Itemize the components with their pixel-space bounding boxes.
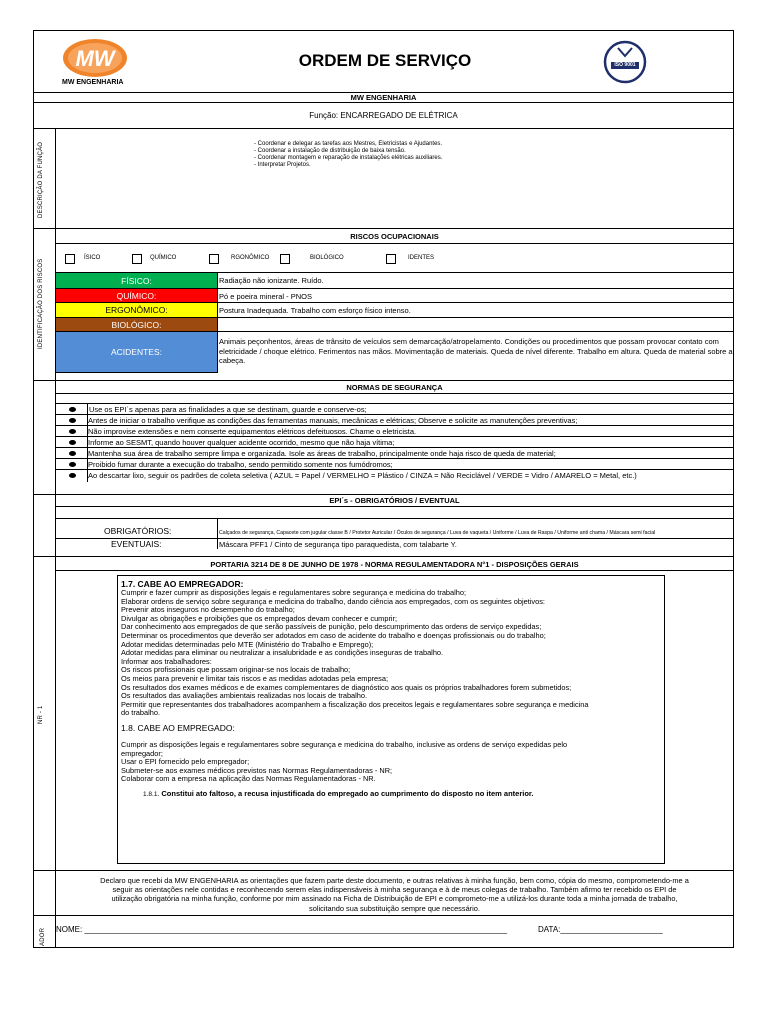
declaracao-line: Declaro que recebi da MW ENGENHARIA as orientações que fazem parte deste documento, e outras relativas à minha função, bem como, cópia do mesmo, comprometendo-me a: [100, 876, 689, 885]
risk-label-quimico: QUÍMICO:: [56, 289, 217, 303]
sec17-line: Os resultados dos exames médicos e de exames complementares de diagnóstico aos quais os próprios trabalhadores forem submetidos;: [121, 682, 572, 692]
risk-text-quimico: Pó e poeira mineral - PNOS: [219, 292, 312, 301]
risk-label-biologico: BIOLÓGICO:: [56, 318, 217, 332]
norma-item: Antes de iniciar o trabalho verifique as condições das ferramentas manuais, mecânicas e elétricas; Observe e solicite as manutenções preventivas;: [56, 415, 733, 426]
sec17-line: Cumprir e fazer cumprir as disposições legais e regulamentares sobre segurança e medicina do trabalho;: [121, 588, 467, 597]
descricao-line: - Coordenar e delegar as tarefas aos Mestres, Eletricistas e Ajudantes.: [254, 141, 443, 147]
sec18-line: empregador;: [121, 748, 163, 758]
sec17-title: 1.7. CABE AO EMPREGADOR:: [121, 579, 244, 589]
bullet-icon: [69, 418, 76, 423]
checkbox-quimico[interactable]: [132, 254, 142, 264]
svg-text:MW: MW: [75, 46, 115, 71]
nr1-side-label: NR - 1: [38, 705, 44, 724]
sec17-line: Elaborar ordens de serviço sobre segurança e medicina do trabalho, dando ciência aos empregados, com os seguintes objetivos:: [121, 596, 545, 606]
norma-item: Mantenha sua área de trabalho sempre limpa e organizada. Isole as áreas de trabalho, principalmente onde haja risco de queda de material;: [56, 448, 733, 459]
riscos-side-label: IDENTIFICAÇÃO DOS RISCOS: [38, 258, 44, 349]
mw-logo-icon: [60, 37, 130, 81]
norma-item: Proibido fumar durante a execução do trabalho, sendo permitido somente nos fumódromos;: [56, 459, 733, 470]
descricao-line: - Coordenar a instalação de distribuição de baixa tensão.: [254, 148, 406, 154]
sec17-line: Divulgar as obrigações e proibições que os empregados devam conhecer e cumprir;: [121, 613, 398, 623]
risk-text-fisico: Radiação não ionizante. Ruído.: [219, 276, 324, 285]
sec17-line: do trabalho.: [121, 708, 161, 718]
sec17-line: Informar aos trabalhadores:: [121, 656, 212, 666]
sec17-line: Determinar os procedimentos que deverão ser adotados em caso de acidente do trabalho e doenças profissionais ou do trabalho;: [121, 630, 546, 640]
sec17-line: Adotar medidas para eliminar ou neutralizar a insalubridade e as condições inseguras de trabalho.: [121, 648, 444, 658]
bullet-icon: [69, 451, 76, 456]
nome-field[interactable]: NOME: _______________________________________________________________________________________________: [56, 925, 508, 934]
nr1-text-box: [117, 575, 665, 864]
sec181-text: Constitui ato faltoso, a recusa injustificada do empregado ao cumprimento do disposto no item anterior.: [161, 788, 534, 798]
riscos-header: RISCOS OCUPACIONAIS: [350, 231, 439, 241]
checkbox-acidentes[interactable]: [386, 254, 396, 264]
sec181-number: 1.8.1.: [143, 790, 160, 798]
declaracao-line: utilização obrigatória na minha função, conforme por mim assinado na Ficha de Distribuição de EPI e comprometo-me a utilizá-los durante toda a minha jornada de trabalho,: [111, 894, 678, 904]
sec17-line: Permitir que representantes dos trabalhadores acompanhem a fiscalização dos preceitos legais e regulamentares sobre segurança e medicina: [121, 699, 589, 709]
declaracao-line: seguir as orientações nele contidas e reconhecendo serem elas indispensáveis à minha segurança e à de meus colegas de trabalho. Também afirmo ter recebido os EPI de: [112, 885, 677, 895]
risk-label-acidentes: ACIDENTES:: [56, 332, 217, 373]
bullet-icon: [69, 440, 76, 445]
norma-item: Ao descartar lixo, seguir os padrões de coleta seletiva ( AZUL = Papel / VERMELHO = Plástico / CINZA = Não Reciclável / VERDE = Vidro / AMARELO = Metal, etc.): [56, 470, 733, 481]
sec18-line: Colaborar com a empresa na aplicação das Normas Regulamentadoras - NR.: [121, 774, 376, 784]
norma-item: Não improvise extensões e nem conserte equipamentos elétricos defeituosos. Chame o eletricista.: [56, 426, 733, 437]
risk-label-ergonomico: ERGONÔMICO:: [56, 303, 217, 318]
bullet-icon: [69, 407, 76, 412]
bullet-icon: [69, 473, 76, 478]
checkbox-biologico[interactable]: [280, 254, 290, 264]
sec18-line: Submeter-se aos exames médicos previstos nas Normas Regulamentadoras - NR;: [121, 765, 393, 775]
sec17-line: Prevenir atos inseguros no desempenho do trabalho;: [121, 605, 295, 615]
checkbox-fisico[interactable]: [65, 254, 75, 264]
descricao-side-label: DESCRIÇÃO DA FUNÇÃO: [38, 141, 44, 218]
sec17-line: Os resultados das avaliações ambientais realizadas nos locais de trabalho.: [121, 691, 368, 701]
norma-item: Use os EPI´s apenas para as finalidades a que se destinam, guarde e conserve-os;: [56, 404, 733, 415]
checkbox-label: ÍSICO: [84, 255, 101, 261]
descricao-line: - Coordenar montagem e reparação de instalações elétricas auxiliares.: [254, 155, 443, 161]
declaracao-line: solicitando sua substituição sempre que necessário.: [309, 903, 480, 913]
checkbox-label: QUÍMICO: [150, 255, 177, 261]
sec18-title: 1.8. CABE AO EMPREGADO:: [121, 722, 235, 733]
declaracao-text: [56, 876, 733, 913]
checkbox-label: BIOLÓGICO: [310, 255, 344, 261]
assinatura-side-label: ADOR: [40, 927, 46, 946]
normas-header: NORMAS DE SEGURANÇA: [346, 382, 443, 392]
descricao-list: [254, 141, 654, 169]
company-logo: [60, 37, 130, 89]
sec17-line: Adotar medidas determinadas pelo MTE (Ministério do Trabalho e Emprego);: [121, 639, 374, 649]
sec17-line: Dar conhecimento aos empregados de que serão passíveis de punição, pelo descumprimento das ordens de serviço expedidas;: [121, 622, 542, 632]
sec17-line: Os meios para prevenir e limitar tais riscos e as medidas adotadas pela empresa;: [121, 673, 389, 683]
portaria-header: PORTARIA 3214 DE 8 DE JUNHO DE 1978 - NORMA REGULAMENTADORA N°1 - DISPOSIÇÕES GERAIS: [210, 559, 579, 569]
epis-eventuais-text: Máscara PFF1 / Cinto de segurança tipo paraquedista, com talabarte Y.: [219, 540, 457, 549]
risk-label-fisico: FÍSICO:: [56, 273, 217, 289]
checkbox-ergonomico[interactable]: [209, 254, 219, 264]
epis-obrigatorios-text: Calçados de segurança, Capacete com jugular classe B / Protetor Auricular / Óculos de segurança / Luva de vaqueta / Uniforme / Luva de Raspa / Uniforme anti chama / Máscara semi facial: [219, 530, 656, 536]
funcao-row: Função: ENCARREGADO DE ELÉTRICA: [309, 110, 458, 120]
company-name-row: MW ENGENHARIA: [350, 92, 417, 102]
checkbox-label: RGONÔMICO: [231, 255, 270, 261]
data-field[interactable]: DATA:_______________________: [538, 925, 663, 934]
page-title: ORDEM DE SERVIÇO: [298, 51, 472, 70]
norma-item: Informe ao SESMT, quando houver qualquer acidente ocorrido, mesmo que não haja vítima;: [56, 437, 733, 448]
epis-obrigatorios-label: OBRIGATÓRIOS:: [104, 526, 172, 536]
bullet-icon: [69, 429, 76, 434]
risk-text-acidentes: Animais peçonhentos, áreas de trânsito de veículos sem demarcação/atropelamento. Condições ou procedimentos que possam provocar contato com eletricidade / choque elétrico. Ferimentos nas mãos. Movimentação de materiais. Queda de nível diferente. Trabalho em altura. Queda de material sobre a cabeça.: [219, 337, 733, 365]
certification-badge: [600, 40, 650, 84]
cert-badge-text: ISO 9001: [614, 62, 636, 68]
epis-eventuais-label: EVENTUAIS:: [111, 539, 162, 549]
sec18-line: Usar o EPI fornecido pelo empregador;: [121, 757, 250, 767]
epis-header: EPI´s - OBRIGATÓRIOS / EVENTUAL: [329, 496, 460, 505]
checkbox-label: IDENTES: [408, 255, 435, 261]
sec17-line: Os riscos profissionais que possam originar-se nos locais de trabalho;: [121, 665, 351, 675]
bullet-icon: [69, 462, 76, 467]
risk-checkbox-row: [56, 249, 733, 267]
sec18-line: Cumprir as disposições legais e regulamentares sobre segurança e medicina do trabalho, inclusive as ordens de serviço expedidas pelo: [121, 739, 568, 749]
descricao-line: - Interpretar Projetos.: [254, 162, 311, 168]
logo-text: MW ENGENHARIA: [62, 79, 124, 86]
risk-text-ergonomico: Postura Inadequada. Trabalho com esforço físico intenso.: [219, 306, 411, 315]
